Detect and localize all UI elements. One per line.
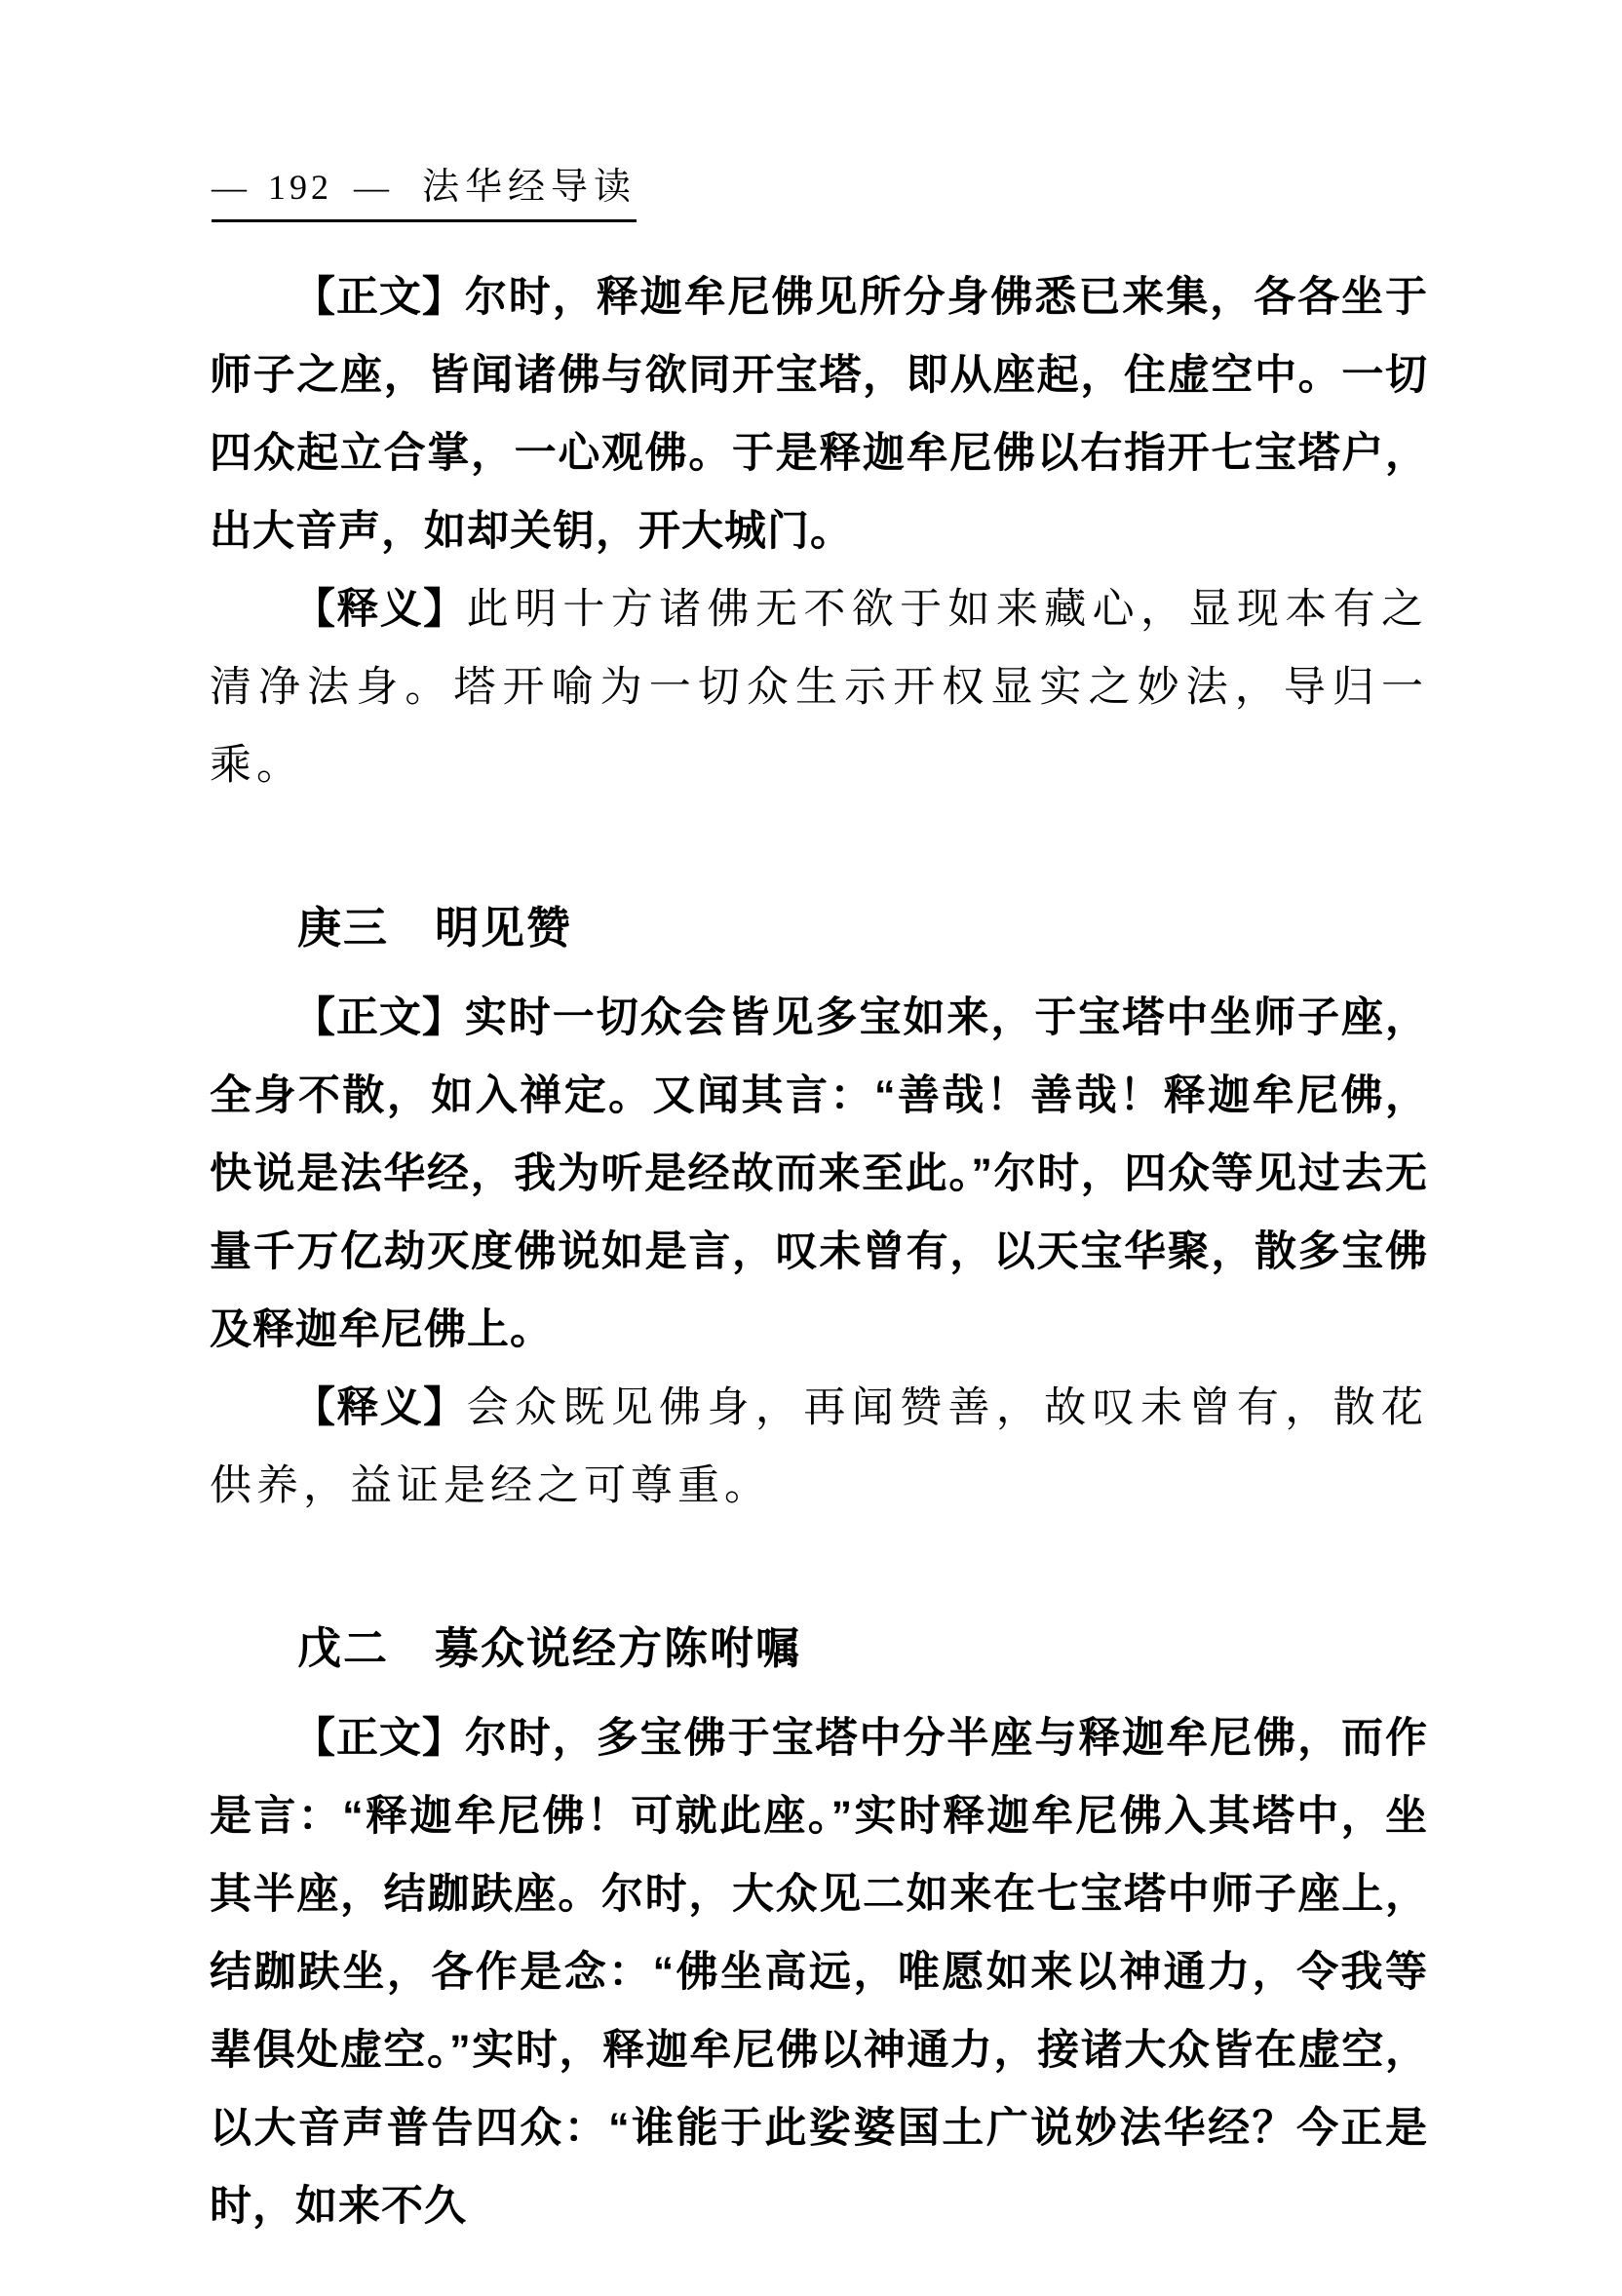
shiyi-paragraph: [210, 570, 1428, 805]
header-dash-right: —: [354, 168, 389, 207]
page-number: 192: [268, 168, 332, 207]
paragraph-text: 尔时，释迦牟尼佛见所分身佛悉已来集，各各坐于师子之座，皆闻诸佛与欲同开宝塔，即从座起，住虚空中。一切四众起立合掌，一心观佛。于是释迦牟尼佛以右指开七宝塔户，出大音声，如却关钥，开大城门。: [210, 274, 1429, 555]
zhengwen-paragraph: [210, 1699, 1428, 2245]
paragraph-text: 尔时，多宝佛于宝塔中分半座与释迦牟尼佛，而作是言：“释迦牟尼佛！可就此座。”实时释迦牟尼佛入其塔中，坐其半座，结跏趺座。尔时，大众见二如来在七宝塔中师子座上，结跏趺坐，各作是念：“佛坐高远，唯愿如来以神通力，令我等辈俱处虚空。”实时，释迦牟尼佛以神通力，接诸大众皆在虚空，以大音声普告四众：“谁能于此娑婆国土广说妙法华经？今正是时，如来不久: [210, 1715, 1429, 2230]
section-heading: 戊二 募众说经方陈咐嘱: [297, 1623, 802, 1673]
paragraph-text: 会众既见佛身，再闻赞善，故叹未曾有，散花供养，益证是经之可尊重。: [210, 1385, 1429, 1509]
zhengwen-marker: 【正文】: [293, 1715, 465, 1762]
book-title: 法华经导读: [422, 167, 637, 208]
shiyi-marker: 【释义】: [293, 1384, 467, 1431]
shiyi-marker: 【释义】: [293, 586, 467, 633]
paragraph-text: 实时一切众会皆见多宝如来，于宝塔中坐师子座，全身不散，如入禅定。又闻其言：“善哉！善哉！释迦牟尼佛，快说是法华经，我为听是经故而来至此。”尔时，四众等见过去无量千万亿劫灭度佛说如是言，叹未曾有，以天宝华聚，散多宝佛及释迦牟尼佛上。: [210, 994, 1429, 1353]
page-header: [212, 156, 637, 222]
paragraph-text: 此明十方诸佛无不欲于如来藏心，显现本有之清净法身。塔开喻为一切众生示开权显实之妙法，导归一乘。: [210, 587, 1429, 789]
content-area: [210, 258, 1428, 2245]
zhengwen-marker: 【正文】: [293, 994, 465, 1041]
header-dash-left: —: [212, 168, 247, 207]
zhengwen-paragraph: [210, 979, 1428, 1369]
zhengwen-paragraph: [210, 258, 1428, 570]
zhengwen-marker: 【正文】: [293, 274, 465, 321]
section-heading: 庚三 明见赞: [297, 903, 573, 953]
shiyi-paragraph: [210, 1369, 1428, 1526]
